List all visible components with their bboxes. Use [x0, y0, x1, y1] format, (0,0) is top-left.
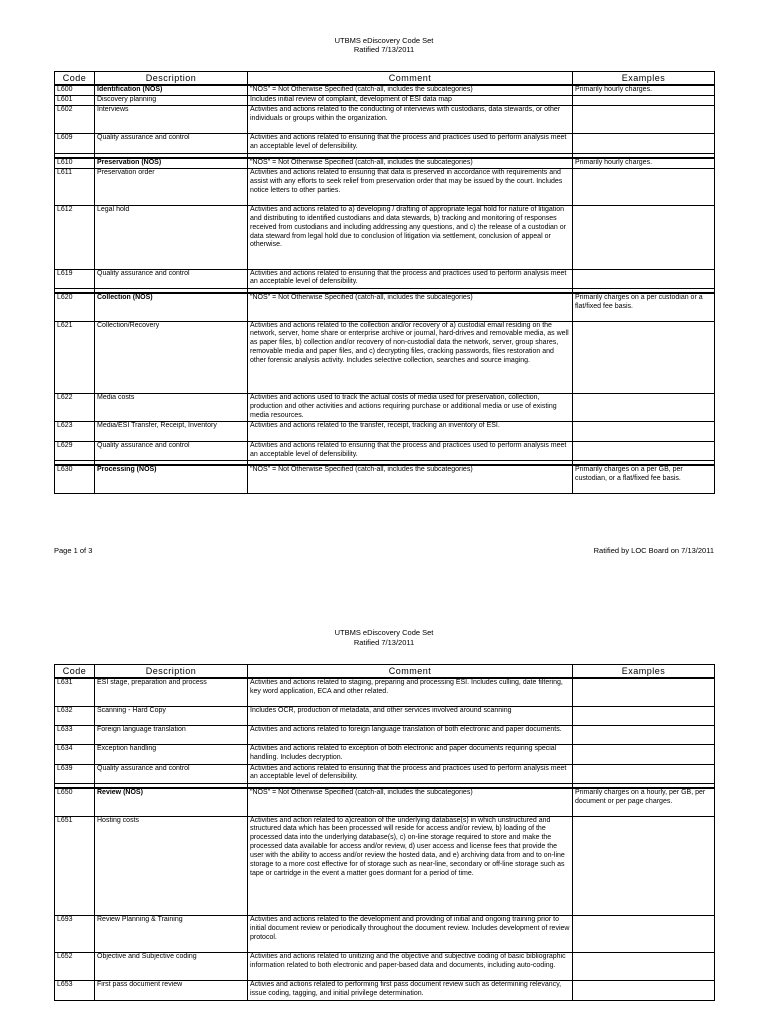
- description-cell: Preservation order: [95, 168, 248, 205]
- column-header-comment: Comment: [248, 72, 573, 86]
- examples-cell: [573, 706, 715, 725]
- description-cell: Preservation (NOS): [95, 158, 248, 168]
- comment-cell: Activities and actions related to the collection and/or recovery of a) custodial email residing on the network, server, home share or enterprise archive or journal, hard-drives and removable media, as well as paper files, b) collection and/or recovery of non-custodial data the network, server, group shares, removable media and paper files, and c) decrypting files, cracking passwords, files restoration and other forensic analysis activity. Includes selective collection, searches and source imaging.: [248, 321, 573, 394]
- examples-cell: [573, 981, 715, 1000]
- examples-cell: [573, 953, 715, 981]
- column-header-description: Description: [95, 665, 248, 679]
- column-header-code: Code: [55, 665, 95, 679]
- table-row: [55, 915, 715, 952]
- document-title: UTBMS eDiscovery Code Set: [334, 36, 434, 45]
- description-cell: Quality assurance and control: [95, 764, 248, 783]
- description-cell: Discovery planning: [95, 95, 248, 105]
- examples-cell: [573, 134, 715, 153]
- comment-cell: Activities and actions related to the conducting of interviews with custodians, data stewards, or other individuals or groups within the organization.: [248, 106, 573, 134]
- comment-cell: Activities and actions related to ensuring that the process and practices used to perform analysis meet an acceptable level of defensibility.: [248, 764, 573, 783]
- code-cell: L629: [55, 441, 95, 460]
- comment-cell: Activities and actions related to staging, preparing and processing ESI. Includes culling, date filtering, key word application, ECA and other related.: [248, 678, 573, 706]
- code-cell: L631: [55, 678, 95, 706]
- description-cell: Media costs: [95, 394, 248, 422]
- ratified-footer: Ratified by LOC Board on 7/13/2011: [593, 546, 714, 555]
- examples-cell: [573, 745, 715, 764]
- comment-cell: "NOS" = Not Otherwise Specified (catch-all, includes the subcategories): [248, 293, 573, 321]
- description-cell: Quality assurance and control: [95, 134, 248, 153]
- comment-cell: Activies and actions related to performing first pass document review such as determining relevancy, issue coding, tagging, and initial privilege determination.: [248, 981, 573, 1000]
- comment-cell: Activities and actions related to a) developing / drafting of appropriate legal hold for nature of litigation and distributing to identified custodians and data stewards, b) tracking and monitoring of responses received from custodians and including addressing any questions, and c) the release of a custodian or data steward from legal hold due to conclusion of litigation via settlement, conclusion of appeal or otherwise.: [248, 205, 573, 269]
- code-cell: L611: [55, 168, 95, 205]
- table-row: [55, 85, 715, 95]
- table-row: [55, 441, 715, 460]
- code-cell: L634: [55, 745, 95, 764]
- page-2: [0, 600, 768, 1024]
- examples-cell: [573, 205, 715, 269]
- code-table: [54, 71, 715, 494]
- table-row: [55, 816, 715, 915]
- examples-cell: [573, 816, 715, 915]
- table-row: [55, 706, 715, 725]
- description-cell: Objective and Subjective coding: [95, 953, 248, 981]
- table-row: [55, 168, 715, 205]
- description-cell: Collection (NOS): [95, 293, 248, 321]
- code-cell: L639: [55, 764, 95, 783]
- table-row: [55, 422, 715, 441]
- code-cell: L602: [55, 106, 95, 134]
- examples-cell: [573, 441, 715, 460]
- table-row: [55, 158, 715, 168]
- comment-cell: "NOS" = Not Otherwise Specified (catch-all, includes the subcategories): [248, 465, 573, 493]
- table-row: [55, 321, 715, 394]
- examples-cell: [573, 95, 715, 105]
- table-row: [55, 725, 715, 744]
- table-row: [55, 394, 715, 422]
- code-cell: L619: [55, 269, 95, 288]
- description-cell: ESI stage, preparation and process: [95, 678, 248, 706]
- description-cell: Processing (NOS): [95, 465, 248, 493]
- code-cell: L620: [55, 293, 95, 321]
- code-cell: L612: [55, 205, 95, 269]
- description-cell: Collection/Recovery: [95, 321, 248, 394]
- code-cell: L609: [55, 134, 95, 153]
- comment-cell: Activities and actions related to the transfer, receipt, tracking an inventory of ESI.: [248, 422, 573, 441]
- examples-cell: [573, 764, 715, 783]
- code-cell: L600: [55, 85, 95, 95]
- description-cell: First pass document review: [95, 981, 248, 1000]
- description-cell: Quality assurance and control: [95, 269, 248, 288]
- document-title: UTBMS eDiscovery Code Set: [334, 628, 434, 637]
- comment-cell: "NOS" = Not Otherwise Specified (catch-all, includes the subcategories): [248, 158, 573, 168]
- examples-cell: [573, 168, 715, 205]
- code-cell: L651: [55, 816, 95, 915]
- examples-cell: Primarily charges on a per custodian or a flat/fixed fee basis.: [573, 293, 715, 321]
- examples-cell: [573, 394, 715, 422]
- comment-cell: Activities and actions related to the development and providing of initial and ongoing training prior to initial document review or periodically throughout the document review. Includes development of review protocol.: [248, 915, 573, 952]
- comment-cell: "NOS" = Not Otherwise Specified (catch-all, includes the subcategories): [248, 788, 573, 816]
- table-row: [55, 678, 715, 706]
- table-row: [55, 293, 715, 321]
- code-cell: L650: [55, 788, 95, 816]
- ratified-date: Ratified 7/13/2011: [353, 638, 415, 647]
- examples-cell: [573, 269, 715, 288]
- description-cell: Quality assurance and control: [95, 441, 248, 460]
- description-cell: Hosting costs: [95, 816, 248, 915]
- examples-cell: [573, 106, 715, 134]
- comment-cell: Includes initial review of complaint, development of ESI data map: [248, 95, 573, 105]
- column-header-description: Description: [95, 72, 248, 86]
- code-cell: L621: [55, 321, 95, 394]
- examples-cell: Primarily hourly charges.: [573, 158, 715, 168]
- examples-cell: Primarily charges on a hourly, per GB, per document or per page charges.: [573, 788, 715, 816]
- comment-cell: Activities and actions related to ensuring that the process and practices used to perform analysis meet an acceptable level of defensibility.: [248, 441, 573, 460]
- examples-cell: [573, 321, 715, 394]
- comment-cell: Activities and actions related to exception of both electronic and paper documents requiring special handling. Includes decryption.: [248, 745, 573, 764]
- table-row: [55, 269, 715, 288]
- examples-cell: [573, 725, 715, 744]
- column-header-comment: Comment: [248, 665, 573, 679]
- table-row: [55, 106, 715, 134]
- examples-cell: Primarily hourly charges.: [573, 85, 715, 95]
- ratified-date: Ratified 7/13/2011: [353, 45, 415, 54]
- code-cell: L693: [55, 915, 95, 952]
- code-cell: L652: [55, 953, 95, 981]
- code-cell: L632: [55, 706, 95, 725]
- table-row: [55, 95, 715, 105]
- description-cell: Interviews: [95, 106, 248, 134]
- code-cell: L623: [55, 422, 95, 441]
- comment-cell: Includes OCR, production of metadata, and other services involved around scanning: [248, 706, 573, 725]
- code-cell: L633: [55, 725, 95, 744]
- code-cell: L653: [55, 981, 95, 1000]
- comment-cell: Activities and action related to a)creation of the underlying database(s) in which unstructured and structured data which has been processed will reside for access and/or review, b) loading of the processed data into the underlying database(s), c) on-line storage required to store and make the processed data available for access and/or review, d) user access and license fees that provide the user with the ability to access and/or review the hosted data, and e) archiving data from and to on-line storage to a more cost effective for of storage such as near-line, secondary or off-line storage such as tape or cartridge in the event a matter goes dormant for a period of time.: [248, 816, 573, 915]
- comment-cell: Activities and actions used to track the actual costs of media used for preservation, collection, production and other activities and actions requiring purchase or additional media or use of existing media resources.: [248, 394, 573, 422]
- comment-cell: "NOS" = Not Otherwise Specified (catch-all, includes the subcategories): [248, 85, 573, 95]
- description-cell: Media/ESI Transfer, Receipt, Inventory: [95, 422, 248, 441]
- code-cell: L622: [55, 394, 95, 422]
- column-header-examples: Examples: [573, 665, 715, 679]
- description-cell: Legal hold: [95, 205, 248, 269]
- comment-cell: Activities and actions related to unitizing and the objective and subjective coding of basic bibliographic information related to both electronic and paper-based data and documents, including auto-coding.: [248, 953, 573, 981]
- table-row: [55, 953, 715, 981]
- table-row: [55, 981, 715, 1000]
- examples-cell: [573, 422, 715, 441]
- page-number: Page 1 of 3: [54, 546, 93, 555]
- description-cell: Identification (NOS): [95, 85, 248, 95]
- code-cell: L601: [55, 95, 95, 105]
- column-header-code: Code: [55, 72, 95, 86]
- code-cell: L630: [55, 465, 95, 493]
- code-table: [54, 664, 715, 1001]
- comment-cell: Activities and actions related to ensuring that data is preserved in accordance with requirements and assist with any efforts to seek relief from preservation order that may be issued by the court. Includes notice letters to other parties.: [248, 168, 573, 205]
- description-cell: Scanning - Hard Copy: [95, 706, 248, 725]
- column-header-examples: Examples: [573, 72, 715, 86]
- table-row: [55, 205, 715, 269]
- table-row: [55, 465, 715, 493]
- description-cell: Foreign language translation: [95, 725, 248, 744]
- comment-cell: Activities and actions related to ensuring that the process and practices used to perform analysis meet an acceptable level of defensibility.: [248, 269, 573, 288]
- comment-cell: Activities and actions related to foreign language translation of both electronic and paper documents.: [248, 725, 573, 744]
- examples-cell: Primarily charges on a per GB, per custodian, or a flat/fixed fee basis.: [573, 465, 715, 493]
- description-cell: Exception handling: [95, 745, 248, 764]
- comment-cell: Activities and actions related to ensuring that the process and practices used to perform analysis meet an acceptable level of defensibility.: [248, 134, 573, 153]
- table-row: [55, 745, 715, 764]
- examples-cell: [573, 915, 715, 952]
- code-cell: L610: [55, 158, 95, 168]
- examples-cell: [573, 678, 715, 706]
- table-row: [55, 788, 715, 816]
- table-row: [55, 764, 715, 783]
- description-cell: Review (NOS): [95, 788, 248, 816]
- table-row: [55, 134, 715, 153]
- description-cell: Review Planning & Training: [95, 915, 248, 952]
